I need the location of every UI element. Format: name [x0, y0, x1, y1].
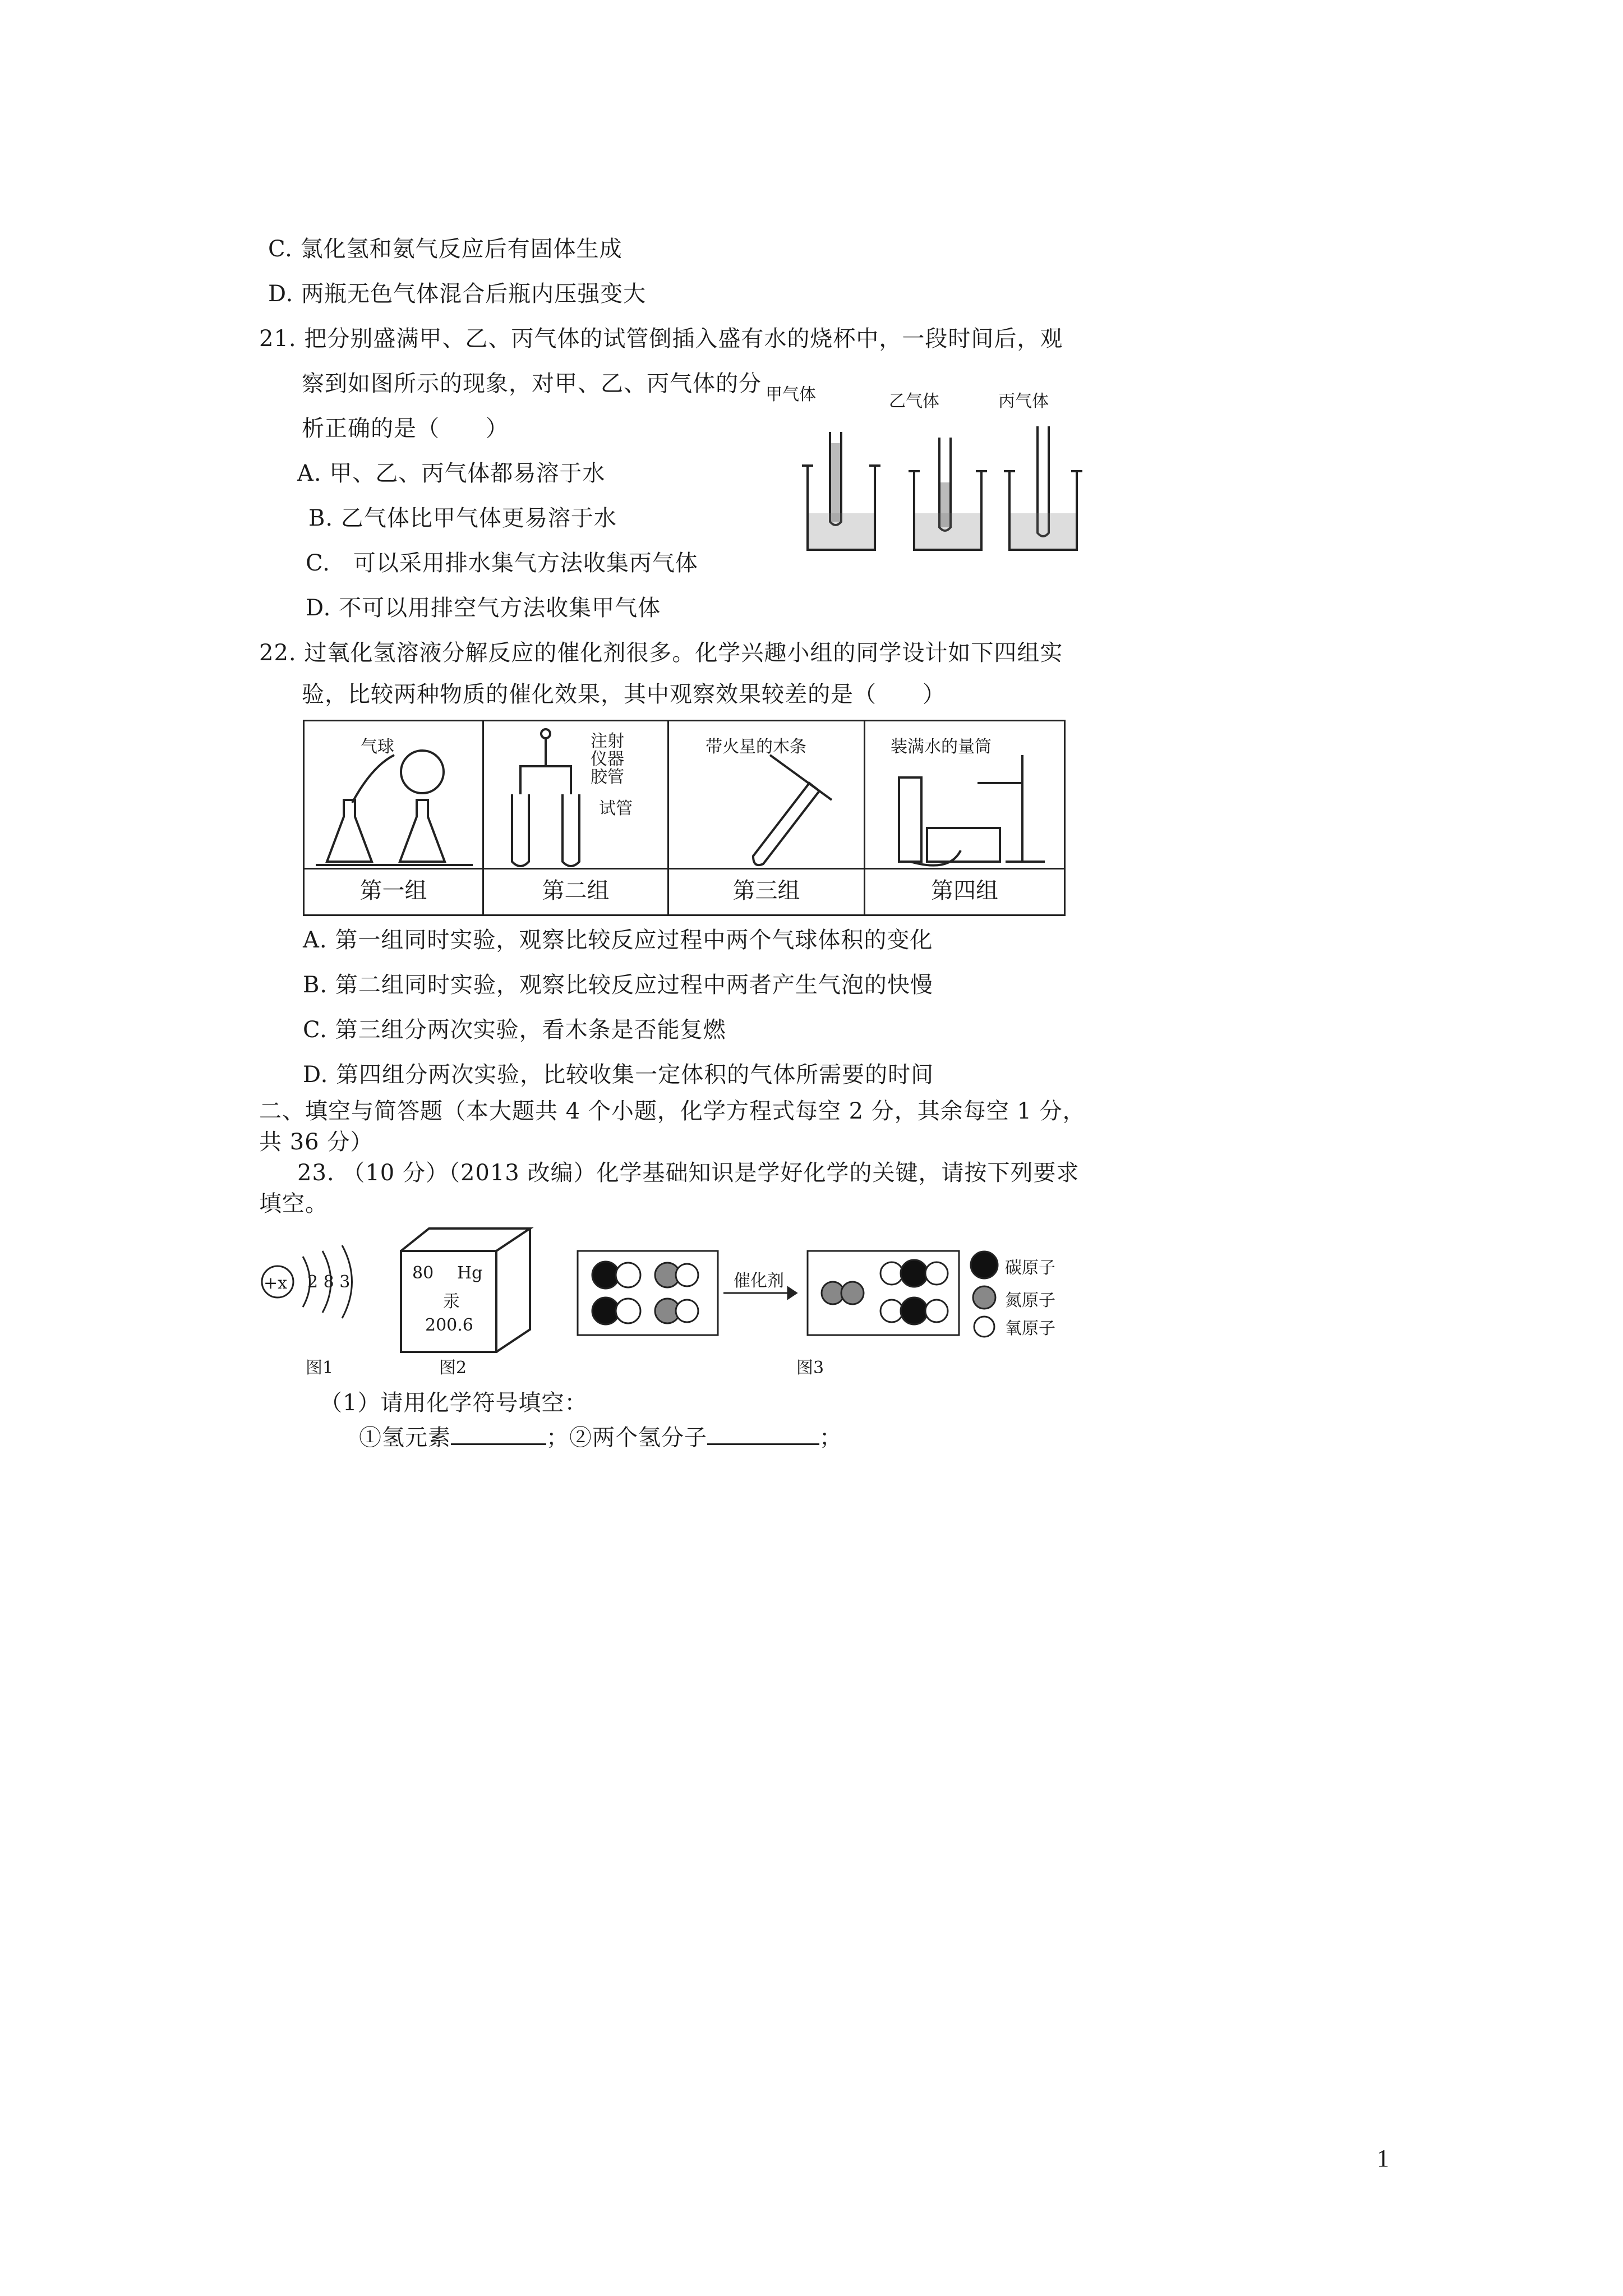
annot-hose: 胶管 — [591, 767, 624, 787]
figure-caption-2: 图2 — [439, 1358, 467, 1378]
q21-option-b: B. 乙气体比甲气体更易溶于水 — [308, 505, 617, 531]
element-cell-figure — [395, 1223, 536, 1358]
atom-shells: 2 8 3 — [307, 1272, 351, 1292]
annot-syringe: 注射 — [591, 731, 624, 751]
element-mass: 200.6 — [425, 1315, 473, 1335]
answer-blank-1[interactable] — [451, 1422, 546, 1445]
q23-hydrogen-element-label: ①氢元素 — [359, 1425, 451, 1451]
q23-sub1: （1）请用化学符号填空： — [320, 1390, 588, 1416]
q22-experiment-table — [303, 720, 1066, 916]
q22-cell-1 — [305, 721, 484, 914]
q22-option-b: B. 第二组同时实验，观察比较反应过程中两者产生气泡的快慢 — [303, 972, 933, 998]
q22-stem-1: 22. 过氧化氢溶液分解反应的催化剂很多。化学兴趣小组的同学设计如下四组实 — [259, 640, 1063, 666]
legend-oxygen: 氧原子 — [1005, 1319, 1055, 1338]
q23-semicolon: ； — [819, 1425, 842, 1451]
atom-nucleus-charge: +x — [264, 1273, 288, 1293]
section-2-heading-2: 共 36 分） — [259, 1129, 374, 1155]
q22-option-d: D. 第四组分两次实验，比较收集一定体积的气体所需要的时间 — [303, 1062, 934, 1088]
annot-instrument: 仪器 — [591, 749, 624, 769]
section-2-heading-1: 二、填空与简答题（本大题共 4 个小题，化学方程式每空 2 分，其余每空 1 分， — [259, 1098, 1086, 1124]
q22-cell-label-3: 第三组 — [669, 868, 864, 914]
annot-glowing-stick: 带火星的木条 — [706, 737, 806, 757]
q21-label-yi: 乙气体 — [889, 392, 939, 411]
q21-option-a: A. 甲、乙、丙气体都易溶于水 — [297, 461, 606, 486]
element-symbol: Hg — [457, 1263, 483, 1283]
q23-stem-1: 23. （10 分）（2013 改编）化学基础知识是学好化学的关键，请按下列要求 — [297, 1160, 1080, 1186]
q22-cell-label-1: 第一组 — [305, 868, 482, 914]
q21-stem-1: 21. 把分别盛满甲、乙、丙气体的试管倒插入盛有水的烧杯中，一段时间后，观 — [259, 326, 1063, 352]
option-c-prev: C. 氯化氢和氨气反应后有固体生成 — [268, 236, 623, 262]
q22-option-c: C. 第三组分两次实验，看木条是否能复燃 — [303, 1017, 726, 1043]
q21-label-jia: 甲气体 — [766, 385, 816, 404]
legend-nitrogen: 氮原子 — [1005, 1291, 1055, 1310]
legend-markers — [967, 1248, 1001, 1343]
element-number: 80 — [412, 1263, 434, 1283]
element-name: 汞 — [443, 1292, 460, 1312]
q21-label-bing: 丙气体 — [998, 392, 1049, 411]
catalyst-label: 催化剂 — [734, 1271, 784, 1291]
q23-sub1-line — [359, 1422, 842, 1452]
balloon-flask-icon — [305, 721, 484, 873]
q23-two-hydrogen-molecules-label: ；②两个氢分子 — [546, 1425, 707, 1451]
figure-caption-1: 图1 — [306, 1358, 334, 1378]
annot-balloon: 气球 — [361, 737, 394, 757]
test-tubes-icon — [484, 721, 669, 873]
q21-option-d: D. 不可以用排空气方法收集甲气体 — [306, 595, 661, 621]
q22-cell-label-4: 第四组 — [865, 868, 1064, 914]
q21-stem-2: 察到如图所示的现象，对甲、乙、丙气体的分 — [302, 371, 762, 397]
q21-option-c: C. 可以采用排水集气方法收集丙气体 — [306, 550, 698, 576]
legend-carbon: 碳原子 — [1005, 1258, 1055, 1278]
q21-stem-3: 析正确的是（ ） — [302, 416, 509, 441]
q22-cell-2 — [484, 721, 669, 914]
q22-cell-4 — [865, 721, 1064, 914]
option-d-prev: D. 两瓶无色气体混合后瓶内压强变大 — [268, 281, 647, 307]
q22-option-a: A. 第一组同时实验，观察比较反应过程中两个气球体积的变化 — [303, 927, 933, 953]
reaction-molecule-figure — [572, 1248, 965, 1349]
q22-cell-3 — [669, 721, 865, 914]
figure-caption-3: 图3 — [796, 1358, 824, 1378]
q22-cell-label-2: 第二组 — [484, 868, 667, 914]
page-number: 1 — [1377, 2145, 1389, 2172]
annot-cylinder: 装满水的量筒 — [891, 737, 992, 757]
answer-blank-2[interactable] — [707, 1422, 819, 1445]
q22-stem-2: 验，比较两种物质的催化效果，其中观察效果较差的是（ ） — [302, 682, 946, 707]
q23-stem-2: 填空。 — [259, 1191, 328, 1217]
annot-testtube: 试管 — [599, 799, 633, 818]
